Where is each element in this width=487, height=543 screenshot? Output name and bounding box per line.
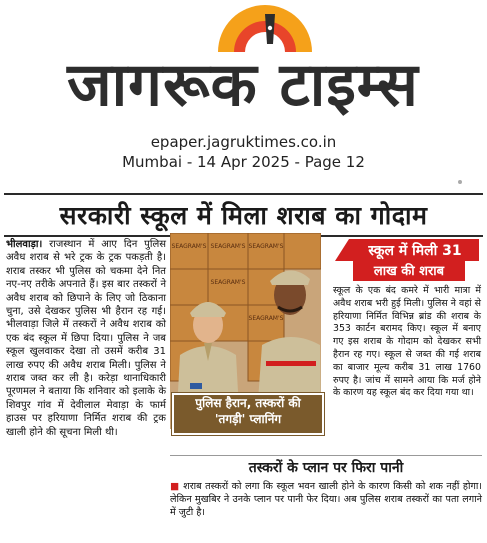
carton-label: SEAGRAM'S: [210, 243, 246, 250]
carton-label: SEAGRAM'S: [210, 279, 246, 286]
sun-logo-icon: [218, 5, 312, 52]
edition-date: Mumbai - 14 Apr 2025 - Page 12: [122, 153, 365, 171]
carton-label: SEAGRAM'S: [171, 243, 207, 250]
photo-caption: [172, 393, 324, 435]
body-left-text: राजस्थान में आए दिन पुलिस अवैध शराब से भरे ट्रक के ट्रक पकड़ती है। शराब तस्कर भी पुलिस को चकमा देने नित नए-नए तरीके अपनाते हैं। इस बार तस्करों ने अवैध शराब को छिपाने के लिए जो ठिकाना चुना, उसे देखकर पुलिस भी हैरान रह गई। भीलवाड़ा जिले में तस्करों ने अवैध शराब को एक बंद स्कूल में छिपा दिया। पुलिस ने जब स्कूल खुलवाकर देखा तो उसमें करीब 31 लाख रुपए की अवैध शराब मिली। पुलिस ने शराब जब्त कर ली है। करेड़ा थानाधिकारी पूरणमल ने बताया कि शनिवार को इलाके के शिवपुर गांव में देवीलाल मेवाड़ा के फार्म हाउस पर हरियाणा निर्मित शराब की ट्रक खाली होने की सूचना मिली थी।: [6, 239, 166, 438]
masthead-title: जागरूक टाइम्स: [67, 50, 419, 120]
article-subhead: तस्करों के प्लान पर फिरा पानी: [248, 460, 404, 476]
side-headline-line: स्कूल में मिली 31: [368, 243, 462, 259]
photo-caption-line: पुलिस हैरान, तस्करों की: [195, 396, 301, 410]
bullet-section: [170, 480, 482, 538]
photo-caption-line: 'तगड़ी' प्लानिंग: [214, 412, 282, 426]
bullet-text: शराब तस्करों को लगा कि स्कूल भवन खाली होने के कारण किसी को शक नहीं होगा। लेकिन मुखबिर ने उनके प्लान पर पानी फेर दिया। अब पुलिस शराब तस्करों का पता लगाने में जुटी है।: [170, 481, 482, 518]
bullet-square-icon: ■: [170, 481, 180, 492]
body-right-text: स्कूल के एक बंद कमरे में भारी मात्रा में अवैध शराब भरी हुई मिली। पुलिस ने वहां से हरियाणा निर्मित विभिन्न ब्रांड की शराब के 353 कार्टन बरामद किए। स्कूल में बनाए गए इस शराब के गोदाम को देखकर सभी हैरान रह गए। स्कूल से जब्त की गई शराब का बाजार मूल्य करीब 31 लाख 1760 रुपए है। जांच में सामने आया कि मर्ज होने के कारण यह स्कूल बंद कर दिया गया था।: [333, 285, 481, 399]
side-headline: [333, 237, 481, 283]
carton-label: SEAGRAM'S: [248, 315, 284, 322]
article-headline: सरकारी स्कूल में मिला शराब का गोदाम: [59, 201, 428, 230]
side-headline-banner: [333, 237, 481, 283]
article-body-left: [6, 238, 166, 538]
epaper-url[interactable]: epaper.jagruktimes.co.in: [150, 133, 337, 151]
masthead: [0, 0, 487, 180]
article-body-right: [333, 285, 481, 400]
bullet-paragraph: [170, 480, 482, 519]
side-headline-line: लाख की शराब: [373, 264, 445, 279]
divider-dot: [458, 180, 462, 184]
masthead-logo: [0, 0, 487, 130]
dateline: भीलवाड़ा।: [6, 239, 43, 250]
subhead-band: [170, 455, 482, 478]
carton-label: SEAGRAM'S: [248, 243, 284, 250]
article-paragraph: [6, 238, 166, 439]
headline-band: [4, 193, 483, 237]
